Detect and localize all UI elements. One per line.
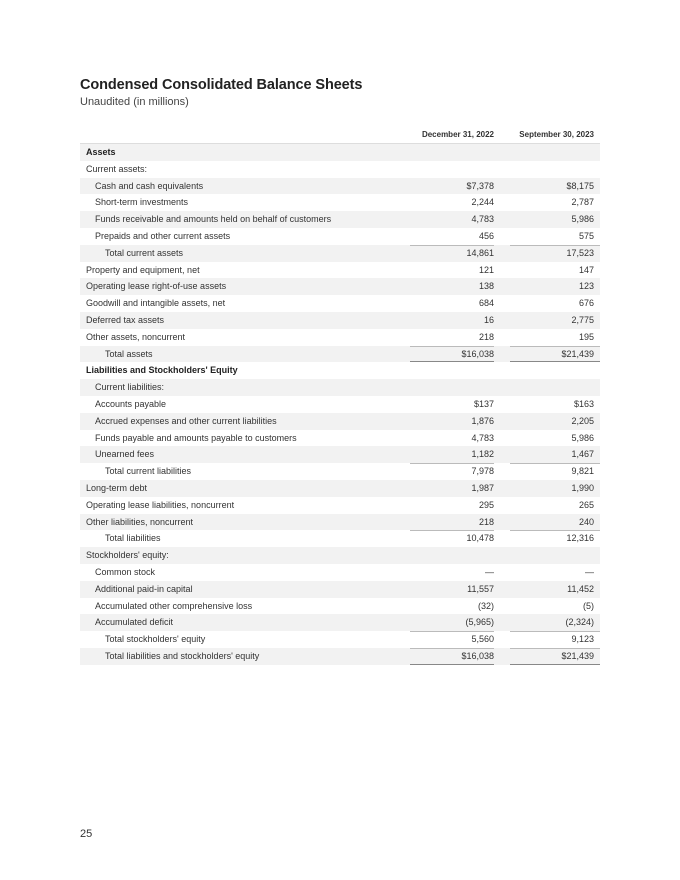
row-label: Operating lease right-of-use assets [86, 281, 227, 292]
row-label: Total liabilities [105, 533, 161, 544]
table-row [80, 211, 600, 228]
row-label: Deferred tax assets [86, 314, 165, 325]
row-label: Stockholders' equity: [86, 550, 169, 561]
value-dec-2022: 14,861 [466, 247, 494, 258]
value-dec-2022: 1,876 [471, 415, 494, 426]
value-sep-2023: 2,775 [571, 314, 594, 325]
table-row [80, 362, 600, 379]
row-label: Operating lease liabilities, noncurrent [86, 499, 235, 510]
table-row [80, 547, 600, 564]
table-row [80, 161, 600, 178]
table-row [80, 178, 600, 195]
table-row [80, 631, 600, 648]
table-row [80, 598, 600, 615]
balance-sheet-table [80, 144, 600, 665]
table-row [80, 581, 600, 598]
row-label: Accumulated other comprehensive loss [95, 600, 253, 611]
value-sep-2023: 123 [578, 281, 594, 292]
page-number: 25 [80, 828, 93, 840]
value-dec-2022: 2,244 [471, 197, 494, 208]
value-sep-2023: 676 [578, 298, 594, 309]
subtotal-rule [510, 463, 600, 464]
table-row [80, 614, 600, 631]
value-sep-2023: 2,205 [571, 415, 594, 426]
value-dec-2022: 11,557 [467, 583, 494, 594]
value-dec-2022: 4,783 [471, 214, 494, 225]
value-sep-2023: $163 [573, 398, 594, 409]
value-dec-2022: 684 [478, 298, 494, 309]
value-dec-2022: 138 [478, 281, 494, 292]
value-sep-2023: (2,324) [565, 617, 594, 628]
table-row [80, 413, 600, 430]
table-row [80, 379, 600, 396]
row-label: Funds receivable and amounts held on behalf of customers [95, 214, 332, 225]
value-dec-2022: (32) [477, 600, 494, 611]
row-label: Total stockholders' equity [105, 634, 206, 645]
table-row [80, 648, 600, 665]
column-header-sep-2023: September 30, 2023 [519, 130, 594, 139]
value-dec-2022: — [485, 566, 494, 577]
total-underline [410, 664, 494, 665]
value-dec-2022: 5,560 [471, 634, 494, 645]
value-dec-2022: 121 [478, 264, 494, 275]
table-row [80, 278, 600, 295]
value-sep-2023: 2,787 [571, 197, 594, 208]
page-subtitle: Unaudited (in millions) [80, 96, 189, 108]
table-row [80, 228, 600, 245]
row-label: Prepaids and other current assets [95, 230, 231, 241]
row-label: Liabilities and Stockholders' Equity [86, 365, 238, 376]
subtotal-rule [410, 530, 494, 531]
value-dec-2022: $16,038 [461, 650, 494, 661]
table-row [80, 514, 600, 531]
row-label: Common stock [95, 566, 156, 577]
value-dec-2022: 295 [478, 499, 494, 510]
table-row [80, 245, 600, 262]
subtotal-rule [410, 631, 494, 632]
subtotal-rule [410, 346, 494, 347]
row-label: Property and equipment, net [86, 264, 200, 275]
value-dec-2022: 1,182 [471, 449, 494, 460]
subtotal-rule [510, 530, 600, 531]
row-label: Accounts payable [95, 398, 167, 409]
value-sep-2023: 17,523 [566, 247, 594, 258]
row-label: Accumulated deficit [95, 617, 174, 628]
table-row [80, 396, 600, 413]
total-underline [510, 664, 600, 665]
table-row [80, 480, 600, 497]
table-row [80, 497, 600, 514]
table-row [80, 312, 600, 329]
column-header-dec-2022: December 31, 2022 [421, 130, 494, 139]
row-label: Current assets: [86, 163, 148, 174]
value-dec-2022: 456 [478, 230, 494, 241]
table-row [80, 194, 600, 211]
subtotal-rule [510, 648, 600, 649]
value-dec-2022: 218 [478, 331, 494, 342]
table-row [80, 430, 600, 447]
value-sep-2023: 147 [578, 264, 594, 275]
value-sep-2023: $21,439 [561, 650, 594, 661]
table-row [80, 346, 600, 363]
value-dec-2022: (5,965) [465, 617, 494, 628]
table-row [80, 530, 600, 547]
value-sep-2023: 12,316 [566, 533, 594, 544]
subtotal-rule [510, 245, 600, 246]
value-sep-2023: $21,439 [561, 348, 594, 359]
page-title: Condensed Consolidated Balance Sheets [80, 77, 363, 93]
table-row [80, 262, 600, 279]
row-label: Total liabilities and stockholders' equity [105, 650, 260, 661]
value-sep-2023: 5,986 [571, 432, 594, 443]
subtotal-rule [510, 631, 600, 632]
value-dec-2022: 218 [478, 516, 494, 527]
value-sep-2023: 265 [578, 499, 594, 510]
row-label: Total current liabilities [105, 466, 192, 477]
row-label: Additional paid-in capital [95, 583, 193, 594]
value-sep-2023: 9,821 [571, 466, 594, 477]
row-label: Funds payable and amounts payable to customers [95, 432, 297, 443]
row-label: Total current assets [105, 247, 184, 258]
row-label: Total assets [105, 348, 153, 359]
value-sep-2023: (5) [583, 600, 594, 611]
row-label: Cash and cash equivalents [95, 180, 204, 191]
value-sep-2023: 11,452 [567, 583, 594, 594]
value-sep-2023: 9,123 [571, 634, 594, 645]
row-label: Current liabilities: [95, 382, 165, 393]
value-dec-2022: 7,978 [471, 466, 494, 477]
table-row [80, 144, 600, 161]
value-sep-2023: 575 [578, 230, 594, 241]
value-dec-2022: 1,987 [471, 482, 494, 493]
row-label: Short-term investments [95, 197, 189, 208]
row-label: Assets [86, 147, 116, 157]
subtotal-rule [410, 463, 494, 464]
value-dec-2022: $137 [473, 398, 494, 409]
value-sep-2023: 5,986 [571, 214, 594, 225]
value-dec-2022: $7,378 [466, 180, 494, 191]
value-dec-2022: 16 [483, 314, 494, 325]
table-row [80, 329, 600, 346]
row-label: Accrued expenses and other current liabilities [95, 415, 277, 426]
row-label: Other liabilities, noncurrent [86, 516, 194, 527]
subtotal-rule [410, 245, 494, 246]
table-row [80, 295, 600, 312]
value-sep-2023: 1,990 [571, 482, 594, 493]
subtotal-rule [510, 346, 600, 347]
value-dec-2022: 10,478 [466, 533, 494, 544]
table-row [80, 446, 600, 463]
value-sep-2023: — [585, 566, 594, 577]
value-sep-2023: 1,467 [571, 449, 594, 460]
row-label: Other assets, noncurrent [86, 331, 186, 342]
row-label: Goodwill and intangible assets, net [86, 298, 226, 309]
row-label: Unearned fees [95, 449, 155, 460]
table-row [80, 564, 600, 581]
value-dec-2022: $16,038 [461, 348, 494, 359]
value-sep-2023: $8,175 [566, 180, 594, 191]
value-dec-2022: 4,783 [471, 432, 494, 443]
row-label: Long-term debt [86, 482, 148, 493]
value-sep-2023: 240 [578, 516, 594, 527]
subtotal-rule [410, 648, 494, 649]
table-row [80, 463, 600, 480]
value-sep-2023: 195 [578, 331, 594, 342]
